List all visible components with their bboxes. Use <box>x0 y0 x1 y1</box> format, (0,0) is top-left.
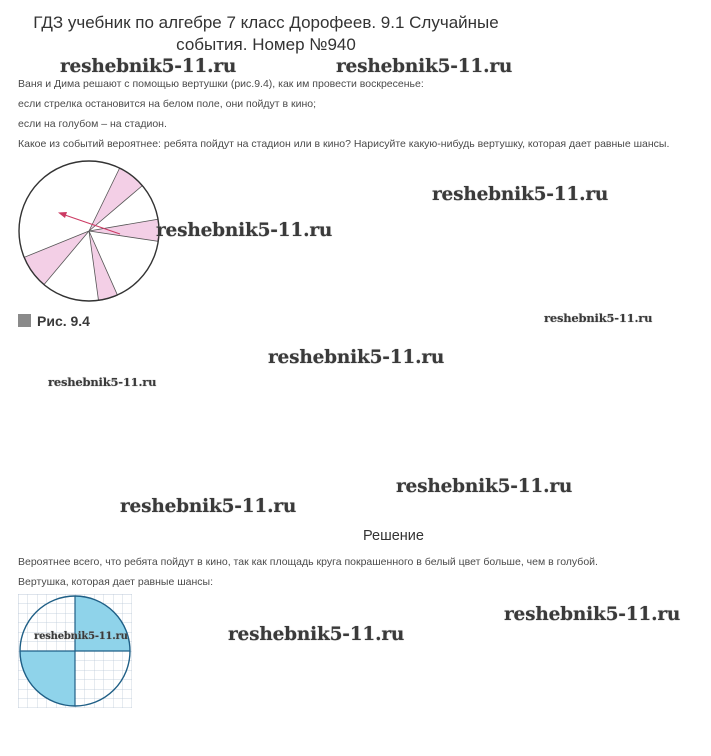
watermark: reshebnik5-11.ru <box>396 476 573 497</box>
page-title <box>0 12 532 56</box>
watermark: reshebnik5-11.ru <box>336 56 513 77</box>
spinner-figure-9-4 <box>18 160 160 302</box>
problem-line-3: если на голубом – на стадион. <box>18 118 167 130</box>
solution-line-1: Вероятнее всего, что ребята пойдут в кино, так как площадь круга покрашенного в белый цвет больше, чем в голубой. <box>18 556 598 568</box>
equal-chance-spinner <box>18 594 132 708</box>
solution-heading: Решение <box>363 528 424 544</box>
page-title-line2: события. Номер №940 <box>176 35 356 54</box>
problem-line-1: Ваня и Дима решают с помощью вертушки (рис.9.4), как им провести воскресенье: <box>18 78 424 90</box>
watermark: reshebnik5-11.ru <box>60 56 237 77</box>
watermark: reshebnik5-11.ru <box>156 220 333 241</box>
watermark: reshebnik5-11.ru <box>34 631 128 642</box>
problem-line-4: Какое из событий вероятнее: ребята пойдут на стадион или в кино? Нарисуйте какую-нибудь вертушку, которая дает равные шансы. <box>18 138 670 150</box>
problem-line-2: если стрелка остановится на белом поле, они пойдут в кино; <box>18 98 317 110</box>
watermark: reshebnik5-11.ru <box>544 311 653 325</box>
watermark: reshebnik5-11.ru <box>504 604 681 625</box>
page-title-line1: ГДЗ учебник по алгебре 7 класс Дорофеев. 9.1 Случайные <box>33 13 499 32</box>
watermark: reshebnik5-11.ru <box>228 624 405 645</box>
watermark: reshebnik5-11.ru <box>120 496 297 517</box>
caption-square-icon <box>18 314 31 327</box>
figure-caption-text: Рис. 9.4 <box>37 313 90 329</box>
watermark: reshebnik5-11.ru <box>268 347 445 368</box>
solution-line-2: Вертушка, которая дает равные шансы: <box>18 576 214 588</box>
figure-caption <box>18 313 90 329</box>
watermark: reshebnik5-11.ru <box>48 375 157 389</box>
watermark: reshebnik5-11.ru <box>432 184 609 205</box>
